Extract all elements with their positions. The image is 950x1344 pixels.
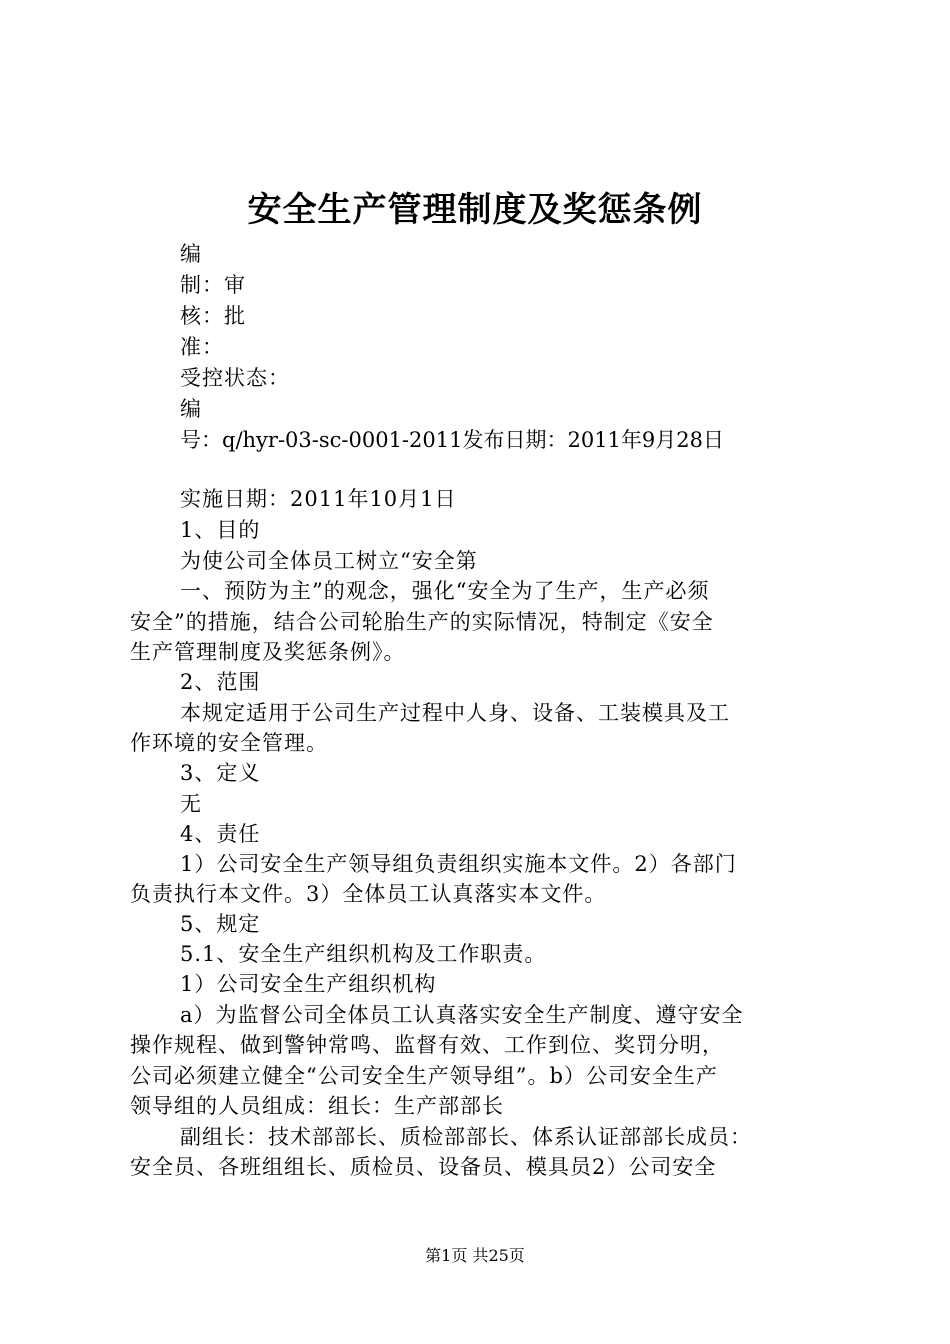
section-heading: 3、定义 [180,761,261,785]
text-line: 副组长：技术部部长、质检部部长、体系认证部部长成员： [180,1125,752,1149]
text-line: 本规定适用于公司生产过程中人身、设备、工装模具及工 [180,701,730,725]
text-line: 安全”的措施，结合公司轮胎生产的实际情况，特制定《安全 [130,610,714,634]
text-line: 核：批 [180,304,246,328]
text-line: 负责执行本文件。3）全体员工认真落实本文件。 [130,882,607,906]
text-line: a）为监督公司全体员工认真落实安全生产制度、遵守安全 [180,1003,744,1027]
text-line: 安全员、各班组组长、质检员、设备员、模具员2）公司安全 [130,1155,717,1179]
section-heading: 5、规定 [180,912,261,936]
text-line: 无 [180,792,202,816]
text-line: 为使公司全体员工树立“安全第 [180,549,478,573]
section-heading: 4、责任 [180,822,261,846]
page-footer: 第1页 共25页 [425,1246,525,1265]
text-line: 受控状态： [180,366,290,390]
text-line: 1）公司安全生产领导组负责组织实施本文件。2）各部门 [180,852,737,876]
text-line: 编 [180,242,202,266]
text-line: 1）公司安全生产组织机构 [180,972,437,996]
text-line: 5.1、安全生产组织机构及工作职责。 [180,942,547,966]
text-line: 领导组的人员组成：组长：生产部部长 [130,1094,504,1118]
section-heading: 2、范围 [180,670,261,694]
text-line: 制：审 [180,273,246,297]
text-line: 准： [180,335,224,359]
text-line: 公司必须建立健全“公司安全生产领导组”。b）公司安全生产 [130,1064,718,1088]
text-line: 操作规程、做到警钟常鸣、监督有效、工作到位、奖罚分明， [130,1033,724,1057]
text-line: 号：q/hyr-03-sc-0001-2011发布日期：2011年9月28日 [180,428,724,452]
text-line: 生产管理制度及奖惩条例》。 [130,640,406,664]
text-line: 实施日期：2011年10月1日 [180,487,457,511]
section-heading: 1、目的 [180,518,261,542]
text-line: 作环境的安全管理。 [130,731,328,755]
text-line: 一、预防为主”的观念，强化“安全为了生产，生产必须 [180,579,710,603]
text-line: 编 [180,397,202,421]
document-title: 安全生产管理制度及奖惩条例 [247,190,703,230]
